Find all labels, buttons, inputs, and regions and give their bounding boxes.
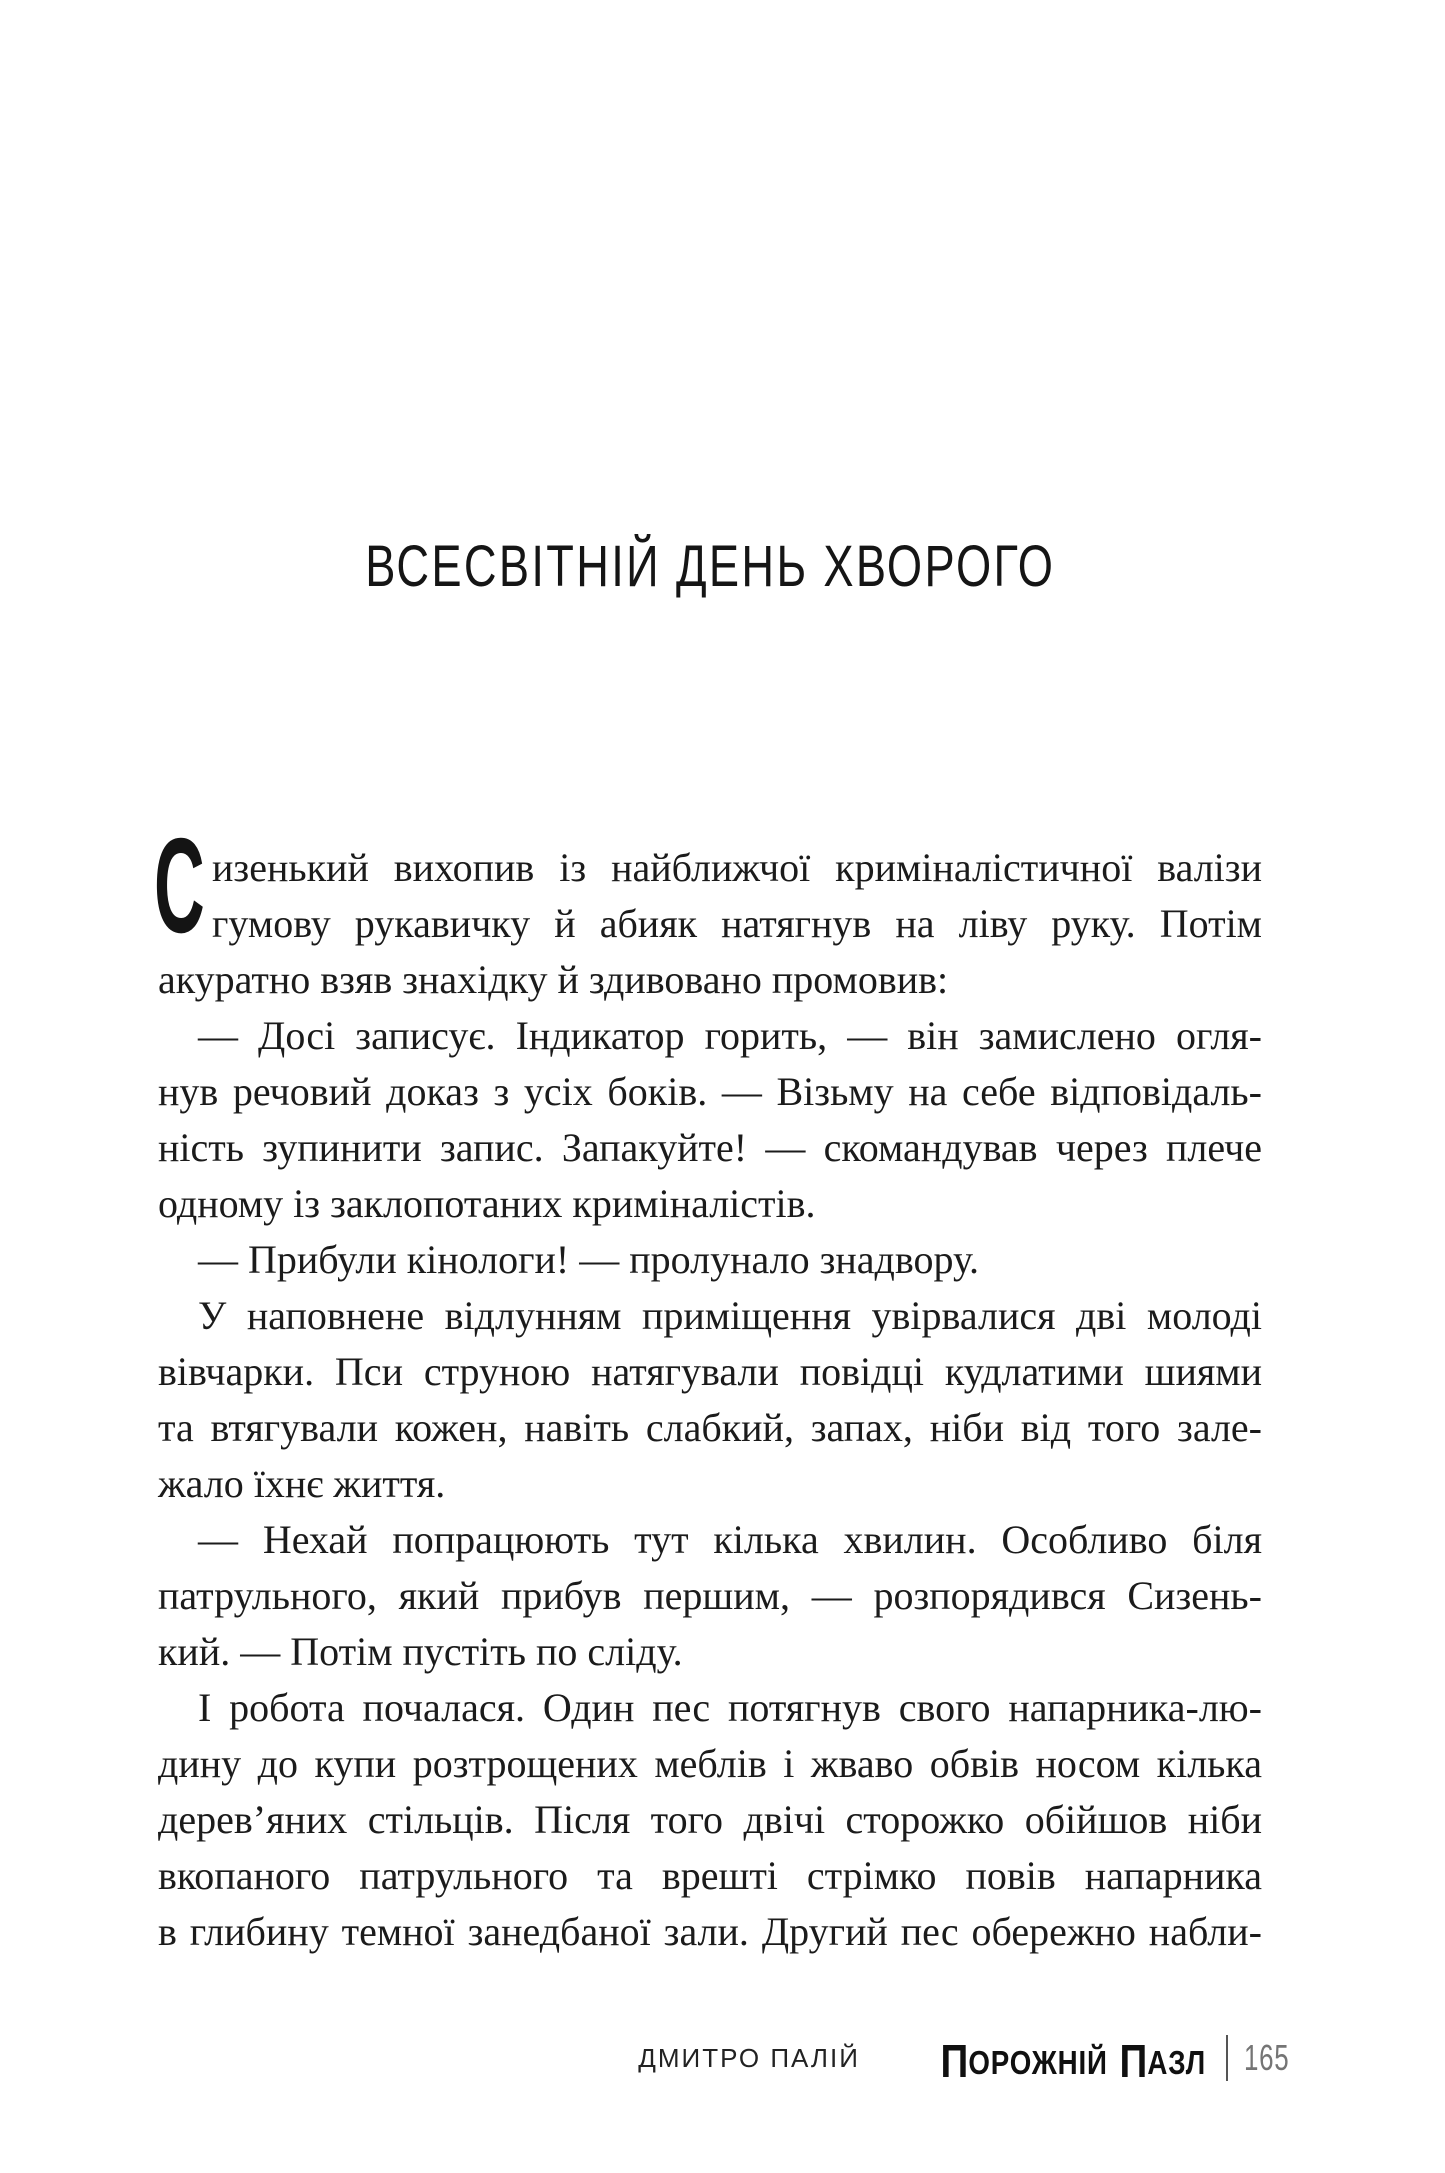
- text-line: У наповнене відлунням приміщення увірвалися дві молоді: [198, 1293, 1262, 1338]
- text-line: патрульного, який прибув першим, — розпорядився Сизень-: [158, 1573, 1262, 1618]
- text-line: дину до купи розтрощених меблів і жваво обвів носом кілька: [158, 1741, 1262, 1786]
- body-text: [158, 840, 1262, 1960]
- text-line: гумову рукавичку й абияк натягнув на ліву руку. Потім: [212, 901, 1262, 946]
- footer-author-name: ДМИТРО ПАЛІЙ: [638, 2042, 860, 2073]
- logo-word1-rest: ОРОЖНІЙ: [968, 2044, 1108, 2081]
- chapter-title-text: ВСЕСВІТНІЙ ДЕНЬ ХВОРОГО: [364, 533, 1056, 599]
- page-number: 165: [1243, 2037, 1290, 2078]
- logo-word2-initial: П: [1119, 2035, 1148, 2087]
- logo-word1-initial: П: [940, 2035, 969, 2087]
- text-line: ність зупинити запис. Запакуйте! — скомандував через плече: [158, 1125, 1262, 1170]
- text-line: в глибину темної занедбаної зали. Другий пес обережно набли-: [158, 1909, 1262, 1954]
- text-line: жало їхнє життя.: [158, 1461, 446, 1506]
- text-line: дерев’яних стільців. Після того двічі сторожко обійшов ніби: [158, 1797, 1262, 1842]
- text-line: одному із заклопотаних криміналістів.: [158, 1181, 816, 1226]
- text-line: кий. — Потім пустіть по сліду.: [158, 1629, 683, 1674]
- text-line: вкопаного патрульного та врешті стрімко повів напарника: [158, 1853, 1262, 1898]
- footer-divider-rule: [1226, 2035, 1228, 2081]
- text-line: изенький вихопив із найближчої криміналістичної валізи: [212, 845, 1262, 890]
- text-line: — Досі записує. Індикатор горить, — він замислено огля-: [198, 1013, 1262, 1058]
- text-line: — Прибули кінологи! — пролунало знадвору.: [198, 1237, 979, 1282]
- text-line: — Нехай попрацюють тут кілька хвилин. Особливо біля: [198, 1517, 1262, 1562]
- page-footer: [638, 2030, 1307, 2086]
- logo-word2-rest: АЗЛ: [1147, 2044, 1206, 2081]
- text-line: нув речовий доказ з усіх боків. — Візьму на себе відповідаль-: [158, 1069, 1262, 1114]
- chapter-title: [158, 533, 1262, 600]
- text-line: та втягували кожен, навіть слабкий, запах, ніби від того зале-: [158, 1405, 1262, 1450]
- text-line: акуратно взяв знахідку й здивовано промовив:: [158, 957, 949, 1002]
- footer-book-logo: [940, 2031, 1205, 2085]
- text-line: І робота почалася. Один пес потягнув свого напарника-лю-: [198, 1685, 1262, 1730]
- drop-cap-letter: С: [154, 810, 205, 961]
- text-line: вівчарки. Пси струною натягували повідці кудлатими шиями: [158, 1349, 1262, 1394]
